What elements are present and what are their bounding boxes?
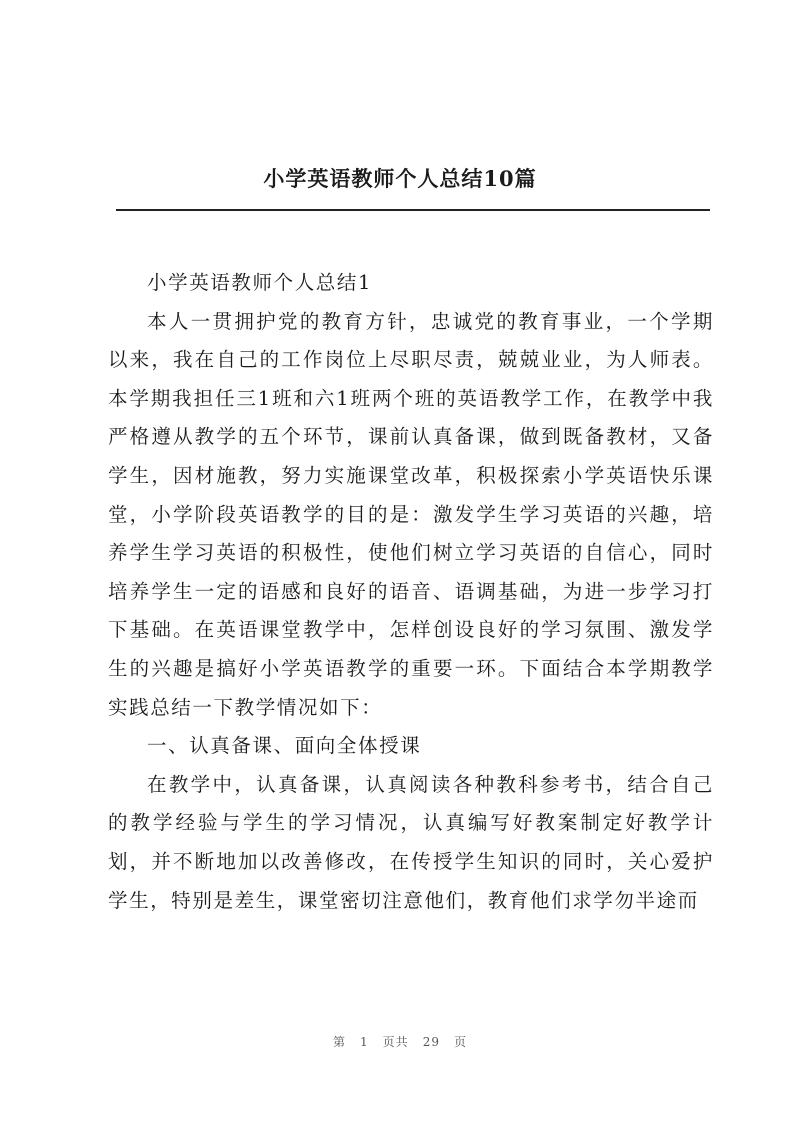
footer-suffix: 页 bbox=[453, 1035, 467, 1049]
paragraph-intro: 本人一贯拥护党的教育方针，忠诚党的教育事业，一个学期以来，我在自己的工作岗位上尽职尽责，兢兢业业，为人师表。本学期我担任三1班和六1班两个班的英语教学工作，在教学中我严格遵从教学的五个环节，课前认真备课，做到既备教材，又备学生，因材施教，努力实施课堂改革，积极探索小学英语快乐课堂，小学阶段英语教学的目的是：激发学生学习英语的兴趣，培养学生学习英语的积极性，使他们树立学习英语的自信心，同时培养学生一定的语感和良好的语音、语调基础，为进一步学习打下基础。在英语课堂教学中，怎样创设良好的学习氛围、激发学生的兴趣是搞好小学英语教学的重要一环。下面结合本学期教学实践总结一下教学情况如下： bbox=[108, 309, 714, 719]
document-body bbox=[108, 264, 714, 920]
subheading-prepare-lessons: 一、认真备课、面向全体授课 bbox=[147, 734, 422, 758]
document-title: 小学英语教师个人总结10篇 bbox=[263, 166, 537, 191]
footer-prefix: 第 bbox=[333, 1035, 347, 1049]
footer-middle: 页共 bbox=[382, 1035, 409, 1049]
title-divider bbox=[116, 209, 710, 211]
paragraph-prepare-lessons: 在教学中，认真备课，认真阅读各种教科参考书，结合自己的教学经验与学生的学习情况，认真编写好教案制定好教学计划，并不断地加以改善修改，在传授学生知识的同时，关心爱护学生，特别是差生，课堂密切注意他们，教育他们求学勿半途而 bbox=[108, 772, 714, 912]
page-footer bbox=[0, 1034, 800, 1050]
footer-total-pages: 29 bbox=[422, 1035, 440, 1049]
section-heading: 小学英语教师个人总结1 bbox=[147, 271, 373, 294]
footer-current-page: 1 bbox=[360, 1035, 369, 1049]
